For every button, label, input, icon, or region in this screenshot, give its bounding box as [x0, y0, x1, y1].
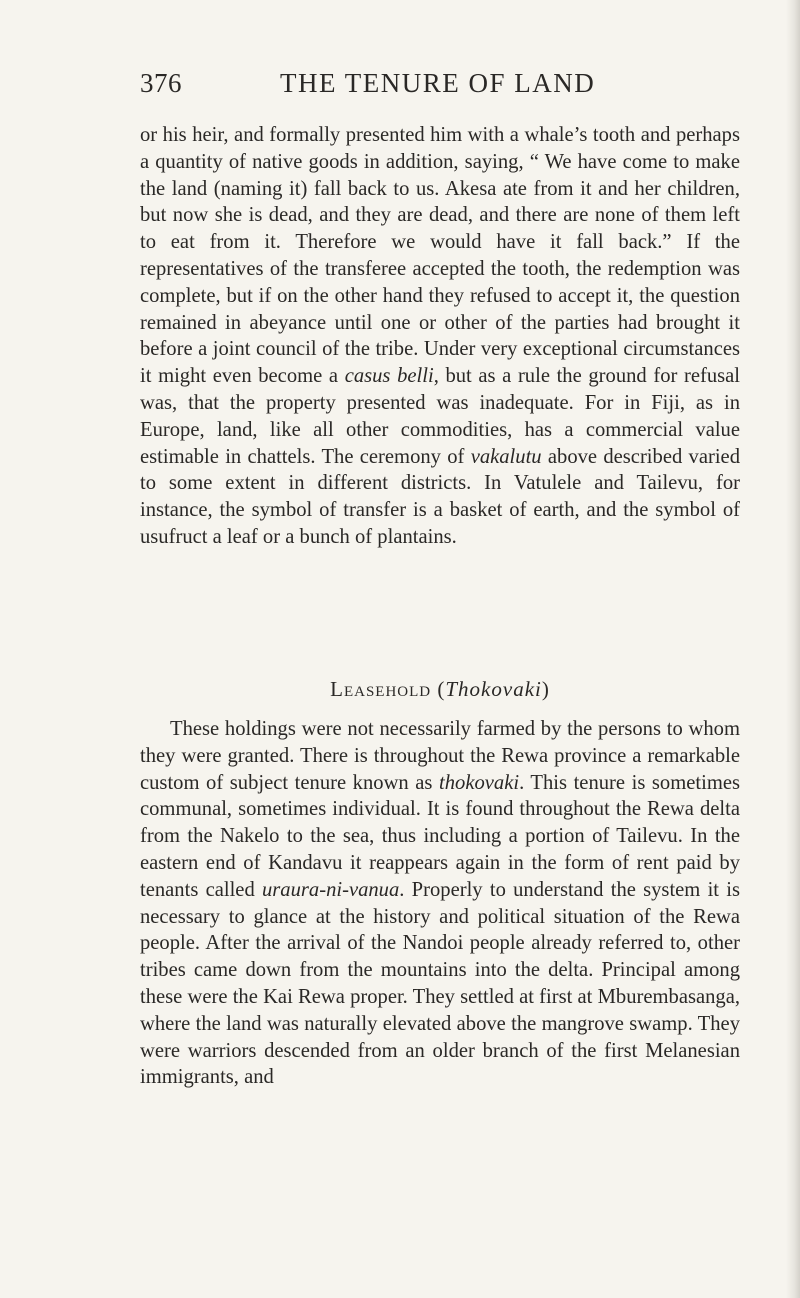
text-run: above described varied to some extent in different districts. In Vatulele and Tailevu, for instance, the symbol of transfer is a basket of earth, and the symbol of usufruct a leaf or a bunch of plantains.: [140, 445, 740, 548]
italic-term: uraura-ni-vanua: [262, 878, 400, 901]
text-run: , but as a rule the ground for refusal was, that the property presented was inadequate. For in Fiji, as in Europe, land, like all other commodities, has a commercial value estimable in chattels. The ceremony of: [140, 365, 741, 468]
section-heading-italic: Thokovaki: [445, 677, 542, 701]
text-run: . This tenure is sometimes communal, sometimes individual. It is found throughout the Rewa delta from the Nakelo to the sea, thus including a portion of Tailevu. In the eastern end of Kandavu it reappears again in the form of rent paid by tenants called: [140, 771, 740, 901]
paragraph-leasehold: [140, 716, 740, 1091]
heading-paren-open: (: [431, 677, 446, 701]
running-title: THE TENURE OF LAND: [280, 68, 596, 98]
paragraph-text: [140, 122, 740, 551]
italic-term: vakalutu: [470, 445, 542, 468]
page-number: 376: [140, 68, 182, 98]
page-edge-shadow: [786, 0, 800, 1298]
section-heading: [140, 677, 740, 702]
section-heading-label: Leasehold: [330, 677, 432, 701]
text-run: . Properly to understand the system it is necessary to glance at the history and political situation of the Rewa people. After the arrival of the Nandoi people already referred to, other tribes came down from the mountains into the delta. Principal among these were the Kai Rewa proper. They settled at first at Mburembasanga, where the land was naturally elevated above the mangrove swamp. They were warriors descended from an older branch of the first Melanesian immigrants, and: [140, 878, 741, 1089]
italic-term: thokovaki: [439, 771, 520, 794]
italic-term: casus belli: [344, 365, 434, 388]
text-run: These holdings were not necessarily farmed by the persons to whom they were granted. There is throughout the Rewa province a remarkable custom of subject tenure known as: [140, 718, 740, 794]
paragraph-text: [140, 716, 740, 1091]
paragraph-continued: [140, 122, 740, 551]
text-run: or his heir, and formally presented him with a whale’s tooth and perhaps a quantity of native goods in addition, saying, “ We have come to make the land (naming it) fall back to us. Akesa ate from it and her children, but now she is dead, and they are dead, and there are none of them left to eat from it. Therefore we would have it fall back.” If the representatives of the transferee accepted the tooth, the redemption was complete, but if on the other hand they refused to accept it, the question remained in abeyance until one or other of the parties had brought it before a joint council of the tribe. Under very exceptional circumstances it might even become a: [140, 124, 740, 388]
page-header: [140, 68, 740, 108]
heading-paren-close: ): [541, 677, 550, 701]
